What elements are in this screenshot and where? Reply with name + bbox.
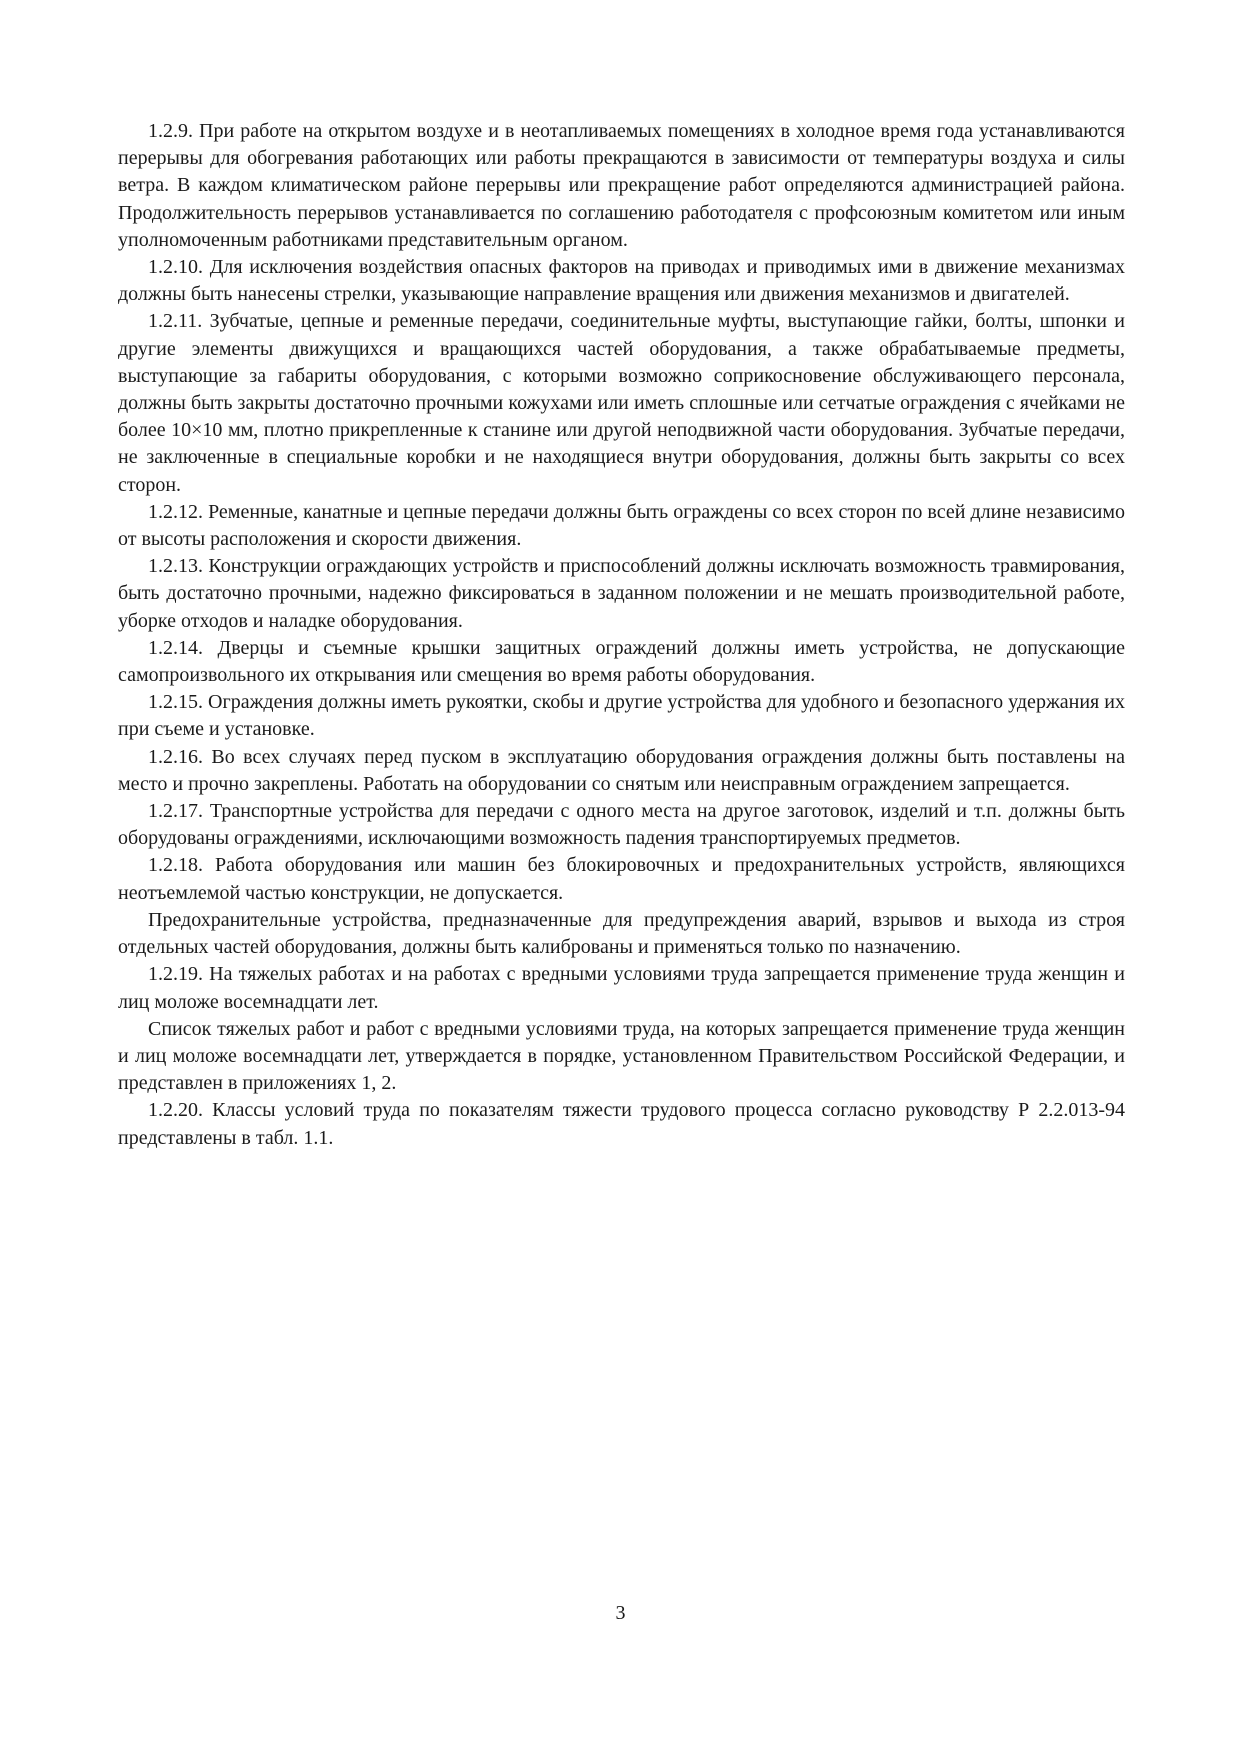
paragraph-1-2-13: 1.2.13. Конструкции ограждающих устройств и приспособлений должны исключать возможность травмирования, быть достаточно прочными, надежно фиксироваться в заданном положении и не мешать производительной работе, уборке отходов и наладке оборудования. bbox=[118, 555, 1125, 632]
paragraph-1-2-19: 1.2.19. На тяжелых работах и на работах с вредными условиями труда запрещается применение труда женщин и лиц моложе восемнадцати лет. bbox=[118, 963, 1125, 1013]
paragraph-1-2-11: 1.2.11. Зубчатые, цепные и ременные передачи, соединительные муфты, выступающие гайки, болты, шпонки и другие элементы движущихся и вращающихся частей оборудования, а также обрабатываемые предметы, выступающие за габариты оборудования, с которыми возможно соприкосновение обслуживающего персонала, должны быть закрыты достаточно прочными кожухами или иметь сплошные или сетчатые ограждения с ячейками не более 10×10 мм, плотно прикрепленные к станине или другой неподвижной части оборудования. Зубчатые передачи, не заключенные в специальные коробки и не находящиеся внутри оборудования, должны быть закрыты со всех сторон. bbox=[118, 310, 1125, 496]
paragraph-1-2-10: 1.2.10. Для исключения воздействия опасных факторов на приводах и приводимых ими в движение механизмах должны быть нанесены стрелки, указывающие направление вращения или движения механизмов и двигателей. bbox=[118, 256, 1125, 306]
paragraph-1-2-17: 1.2.17. Транспортные устройства для передачи с одного места на другое заготовок, изделий и т.п. должны быть оборудованы ограждениями, исключающими возможность падения транспортируемых предметов. bbox=[118, 800, 1125, 850]
paragraph-1-2-12: 1.2.12. Ременные, канатные и цепные передачи должны быть ограждены со всех сторон по всей длине независимо от высоты расположения и скорости движения. bbox=[118, 500, 1125, 551]
paragraph-1-2-18: 1.2.18. Работа оборудования или машин без блокировочных и предохранительных устройств, являющихся неотъемлемой частью конструкции, не допускается. bbox=[118, 854, 1125, 904]
document-body bbox=[118, 118, 1125, 1152]
paragraph-1-2-14: 1.2.14. Дверцы и съемные крышки защитных ограждений должны иметь устройства, не допускающие самопроизвольного их открывания или смещения во время работы оборудования. bbox=[118, 636, 1125, 687]
page-number: 3 bbox=[615, 1602, 626, 1624]
paragraph-hazardous-work-list: Список тяжелых работ и работ с вредными условиями труда, на которых запрещается применение труда женщин и лиц моложе восемнадцати лет, утверждается в порядке, установленном Правительством Российской Федерации, и представлен в приложениях 1, 2. bbox=[118, 1017, 1125, 1095]
paragraph-1-2-16: 1.2.16. Во всех случаях перед пуском в эксплуатацию оборудования ограждения должны быть поставлены на место и прочно закреплены. Работать на оборудовании со снятым или неисправным ограждением запрещается. bbox=[118, 745, 1125, 795]
paragraph-1-2-9: 1.2.9. При работе на открытом воздухе и в неотапливаемых помещениях в холодное время года устанавливаются перерывы для обогревания работающих или работы прекращаются в зависимости от температуры воздуха и силы ветра. В каждом климатическом районе перерывы или прекращение работ определяются администрацией района. Продолжительность перерывов устанавливается по соглашению работодателя с профсоюзным комитетом или иным уполномоченным работниками представительным органом. bbox=[118, 120, 1125, 251]
paragraph-1-2-20: 1.2.20. Классы условий труда по показателям тяжести трудового процесса согласно руководству Р 2.2.013-94 представлены в табл. 1.1. bbox=[118, 1099, 1125, 1149]
paragraph-safety-devices: Предохранительные устройства, предназначенные для предупреждения аварий, взрывов и выхода из строя отдельных частей оборудования, должны быть калиброваны и применяться только по назначению. bbox=[118, 908, 1125, 959]
paragraph-1-2-15: 1.2.15. Ограждения должны иметь рукоятки, скобы и другие устройства для удобного и безопасного удержания их при съеме и установке. bbox=[118, 691, 1125, 741]
